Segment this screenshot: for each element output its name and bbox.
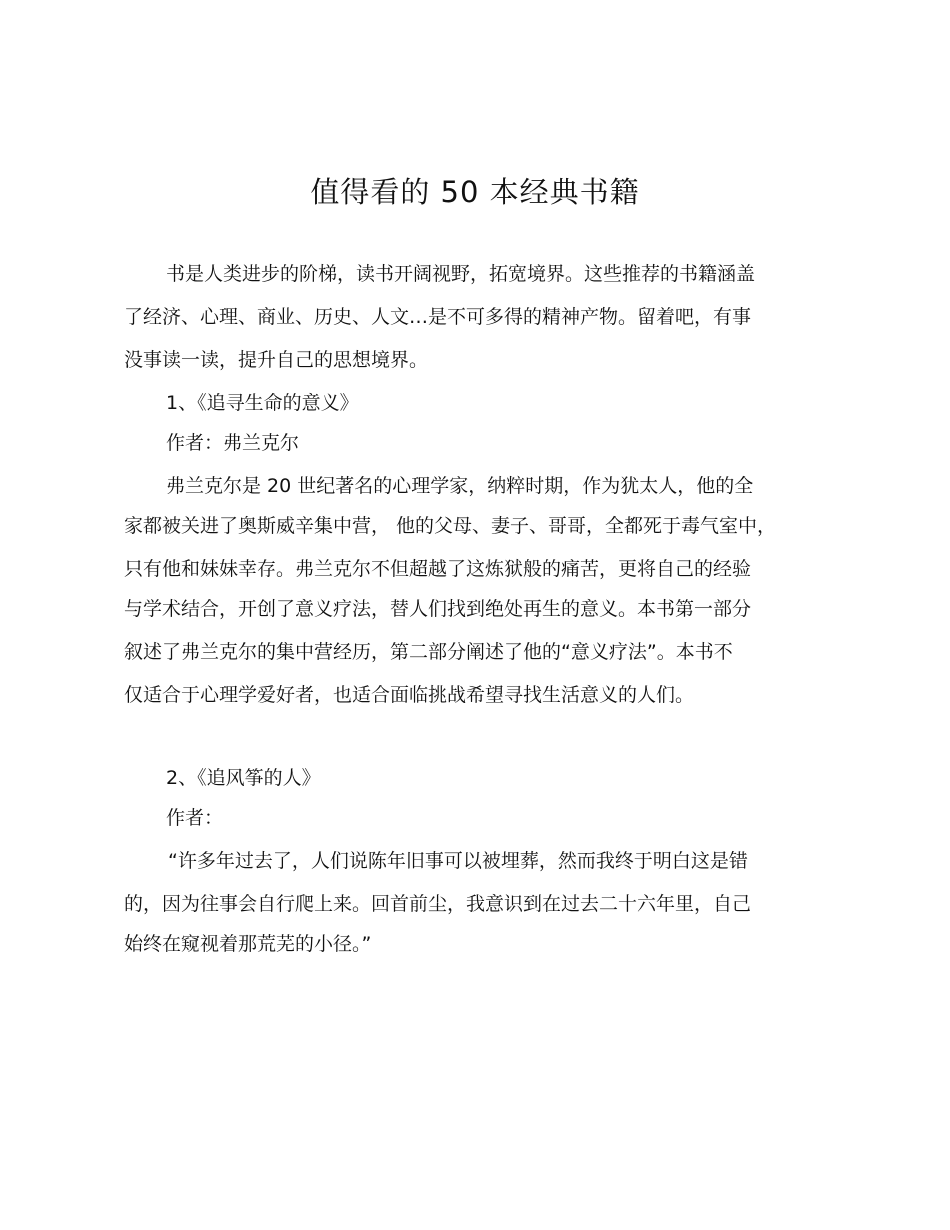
book-2-body-line-1: “许多年过去了，人们说陈年旧事可以被埋葬，然而我终于明白这是错 [168, 850, 748, 872]
book-1-body-line-2: 家都被关进了奥斯威辛集中营， 他的父母、妻子、哥哥，全都死于毒气室中， [124, 515, 777, 537]
book-2-body-line-3: 始终在窥视着那荒芜的小径。” [124, 933, 372, 955]
book-1-body-line-4: 与学术结合，开创了意义疗法，替人们找到绝处再生的意义。本书第一部分 [124, 598, 752, 620]
book-1-body-line-1: 弗兰克尔是 20 世纪著名的心理学家，纳粹时期，作为犹太人，他的全 [166, 475, 754, 497]
book-1-body-line-3: 只有他和妹妹幸存。弗兰克尔不但超越了这炼狱般的痛苦，更将自己的经验 [124, 558, 752, 580]
book-1-body-line-5: 叙述了弗兰克尔的集中营经历，第二部分阐述了他的“意义疗法”。本书不 [124, 641, 733, 663]
book-1-body-line-6: 仅适合于心理学爱好者，也适合面临挑战希望寻找生活意义的人们。 [124, 684, 695, 706]
book-2-author: 作者： [166, 807, 224, 829]
book-2-body-line-2: 的，因为往事会自行爬上来。回首前尘，我意识到在过去二十六年里，自己 [124, 893, 752, 915]
intro-line-2: 了经济、心理、商业、历史、人文…是不可多得的精神产物。留着吧，有事 [124, 306, 752, 328]
book-1-author: 作者：弗兰克尔 [166, 432, 300, 454]
book-2-heading: 2、《追风筝的人》 [166, 767, 321, 789]
intro-line-1: 书是人类进步的阶梯，读书开阔视野，拓宽境界。这些推荐的书籍涵盖 [166, 263, 756, 285]
book-1-heading: 1、《追寻生命的意义》 [166, 392, 359, 414]
document-title: 值得看的 50 本经典书籍 [310, 175, 640, 209]
intro-line-3: 没事读一读，提升自己的思想境界。 [124, 349, 429, 371]
